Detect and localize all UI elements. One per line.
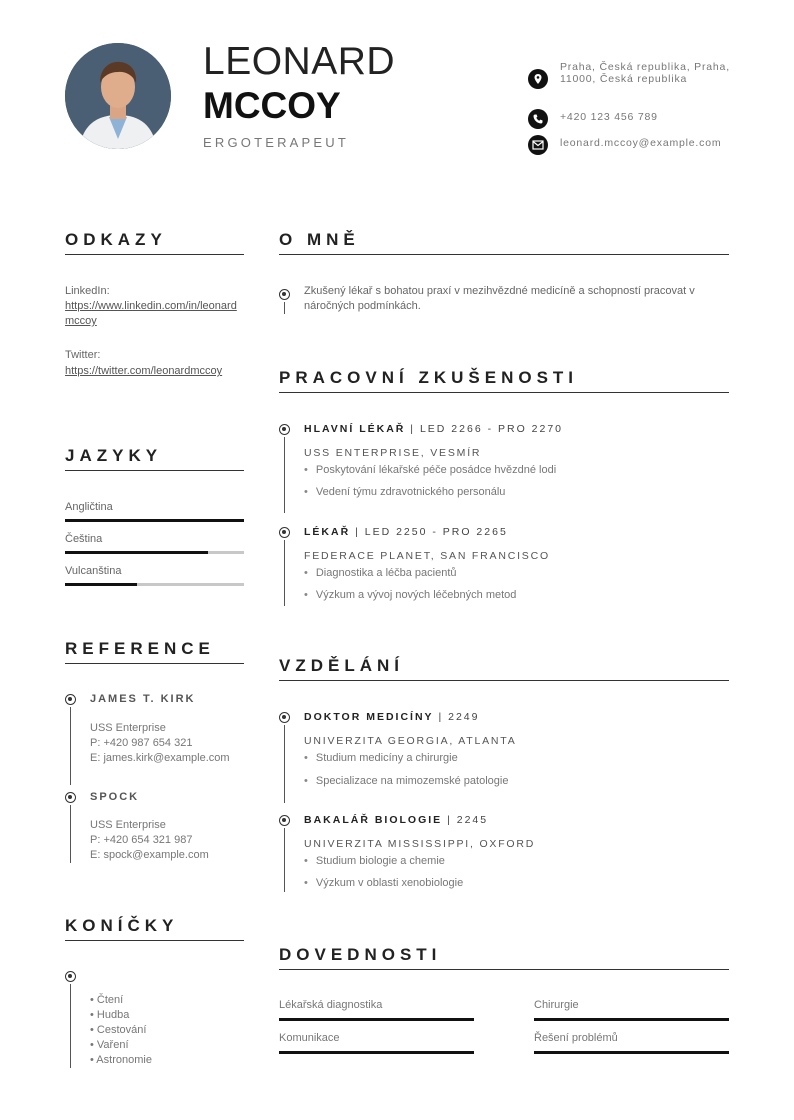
skills-divider: [279, 969, 729, 970]
links-heading: ODKAZY: [65, 230, 167, 249]
email-icon: [528, 135, 548, 155]
reference-phone: P: +420 987 654 321: [90, 737, 193, 749]
timeline-dot-icon: [279, 712, 290, 723]
job-organization: USS ENTERPRISE, VESMÍR: [304, 447, 482, 459]
languages-heading: JAZYKY: [65, 446, 163, 465]
degree-year: | 2249: [433, 711, 480, 723]
reference-email: E: spock@example.com: [90, 849, 209, 861]
skills-heading: DOVEDNOSTI: [279, 945, 442, 964]
skill-level-bar: [279, 1051, 474, 1054]
about-text: Zkušený lékař s bohatou praxí v mezihvězdné medicíně a schopností pracovat v náročných podmínkách.: [304, 285, 695, 312]
skill-level-bar: [534, 1018, 729, 1021]
language-level-bar: [65, 583, 244, 586]
reference-org: USS Enterprise: [90, 819, 166, 831]
timeline-line: [284, 725, 285, 803]
hobby-item: • Čtení: [90, 994, 124, 1006]
timeline-dot-icon: [279, 815, 290, 826]
language-level-bar: [65, 519, 244, 522]
timeline-dot-icon: [279, 289, 290, 300]
job-bullet: • Poskytování lékařské péče posádce hvězdné lodi: [304, 464, 556, 476]
address-text: Praha, Česká republika, Praha, 11000, Česká republika: [560, 61, 730, 85]
degree-name: DOKTOR MEDICÍNY: [304, 711, 434, 723]
timeline-line: [284, 302, 285, 314]
job-entry-title: [304, 526, 508, 538]
timeline-dot-icon: [279, 527, 290, 538]
linkedin-link[interactable]: https://www.linkedin.com/in/leonardmccoy: [65, 300, 237, 327]
timeline-dot-icon: [65, 694, 76, 705]
language-name: Vulcanština: [65, 565, 122, 577]
timeline-line: [284, 828, 285, 892]
hobby-item: • Vaření: [90, 1039, 129, 1051]
profile-photo: [65, 43, 171, 149]
location-pin-icon: [528, 69, 548, 89]
twitter-link[interactable]: https://twitter.com/leonardmccoy: [65, 365, 223, 377]
job-period: | LED 2266 - PRO 2270: [405, 423, 564, 435]
timeline-line: [70, 707, 71, 785]
timeline-line: [284, 540, 285, 606]
degree-year: | 2245: [442, 814, 489, 826]
education-heading: VZDĚLÁNÍ: [279, 656, 404, 675]
education-bullet: • Studium biologie a chemie: [304, 855, 445, 867]
hobbies-heading: KONÍČKY: [65, 916, 179, 935]
hobbies-divider: [65, 940, 244, 941]
reference-org: USS Enterprise: [90, 722, 166, 734]
reference-phone: P: +420 654 321 987: [90, 834, 193, 846]
twitter-label: Twitter:: [65, 349, 101, 361]
job-role: HLAVNÍ LÉKAŘ: [304, 423, 406, 435]
phone-text: +420 123 456 789: [560, 111, 658, 123]
linkedin-label: LinkedIn:: [65, 285, 110, 297]
job-title: ERGOTERAPEUT: [203, 135, 350, 150]
links-divider: [65, 254, 244, 255]
language-name: Čeština: [65, 533, 103, 545]
references-heading: REFERENCE: [65, 639, 215, 658]
about-heading: O MNĚ: [279, 230, 360, 249]
education-bullet: • Studium medicíny a chirurgie: [304, 752, 458, 764]
hobby-item: • Cestování: [90, 1024, 147, 1036]
hobby-item: • Hudba: [90, 1009, 130, 1021]
experience-divider: [279, 392, 729, 393]
skill-name: Lékařská diagnostika: [279, 999, 383, 1011]
language-level-bar: [65, 551, 244, 554]
job-entry-title: [304, 423, 563, 435]
timeline-dot-icon: [65, 971, 76, 982]
reference-email: E: james.kirk@example.com: [90, 752, 230, 764]
references-divider: [65, 663, 244, 664]
hobby-item: • Astronomie: [90, 1054, 152, 1066]
job-period: | LED 2250 - PRO 2265: [350, 526, 508, 538]
timeline-line: [70, 805, 71, 863]
job-organization: FEDERACE PLANET, SAN FRANCISCO: [304, 550, 550, 562]
education-bullet: • Výzkum v oblasti xenobiologie: [304, 877, 463, 889]
first-name: LEONARD: [203, 40, 396, 83]
education-divider: [279, 680, 729, 681]
education-institution: UNIVERZITA GEORGIA, ATLANTA: [304, 735, 517, 747]
timeline-line: [70, 984, 71, 1068]
experience-heading: PRACOVNÍ ZKUŠENOSTI: [279, 368, 579, 387]
skill-level-bar: [534, 1051, 729, 1054]
job-bullet: • Vedení týmu zdravotnického personálu: [304, 486, 505, 498]
last-name: MCCOY: [203, 85, 341, 126]
education-institution: UNIVERZITA MISSISSIPPI, OXFORD: [304, 838, 536, 850]
degree-name: BAKALÁŘ BIOLOGIE: [304, 814, 443, 826]
reference-name: JAMES T. KIRK: [90, 693, 196, 705]
skill-name: Komunikace: [279, 1032, 340, 1044]
email-text: leonard.mccoy@example.com: [560, 137, 722, 149]
job-bullet: • Diagnostika a léčba pacientů: [304, 567, 457, 579]
education-bullet: • Specializace na mimozemské patologie: [304, 775, 508, 787]
language-name: Angličtina: [65, 501, 113, 513]
skill-level-bar: [279, 1018, 474, 1021]
about-divider: [279, 254, 729, 255]
education-entry-title: [304, 711, 479, 723]
timeline-dot-icon: [65, 792, 76, 803]
reference-name: SPOCK: [90, 791, 140, 803]
skill-name: Chirurgie: [534, 999, 579, 1011]
timeline-line: [284, 437, 285, 513]
timeline-dot-icon: [279, 424, 290, 435]
education-entry-title: [304, 814, 488, 826]
job-bullet: • Výzkum a vývoj nových léčebných metod: [304, 589, 516, 601]
languages-divider: [65, 470, 244, 471]
job-role: LÉKAŘ: [304, 526, 351, 538]
skill-name: Řešení problémů: [534, 1032, 618, 1044]
phone-icon: [528, 109, 548, 129]
